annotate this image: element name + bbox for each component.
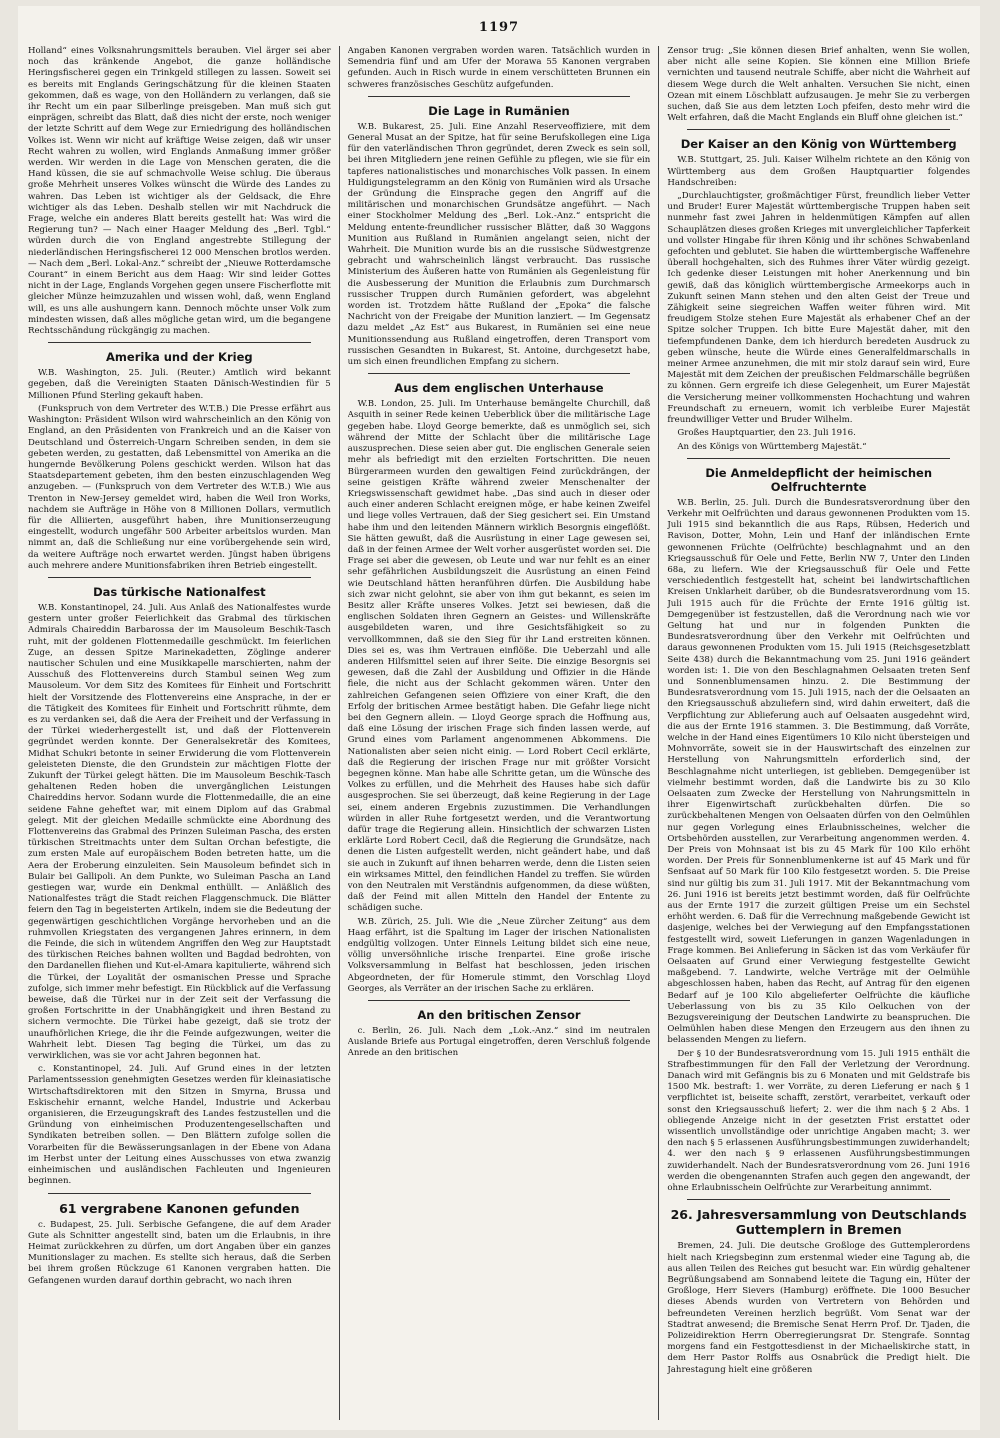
headline-kanonen: 61 vergrabene Kanonen gefunden xyxy=(59,1200,300,1216)
headline-amerika: Amerika und der Krieg xyxy=(106,350,253,365)
paragraph: c. Konstantinopel, 24. Juli. Auf Grund eines in der letzten Parlamentssession genehmigten Gesetzes werden für kleinasiatische Wirtschaftsdirektoren mit den Sitzen in Smyrna, Brussa und Eskischehir ernannt, welche Handel, Industrie und Ackerbau organisieren, die Erzeugungskraft des Landes festzustellen und die Gründung von einheimischen Produzentengesellschaften und Syndikaten betreiben sollen. — Den Blättern zufolge sollen die Vorarbeiten für die Bewässerungsanlagen in der Ebene von Adana im Herbst unter der Leitung eines Ausschusses von etwa zwanzig einheimischen und ausländischen Fachleuten und Ingenieuren beginnen. xyxy=(28,1064,331,1187)
divider xyxy=(687,1199,950,1200)
paragraph: Großes Hauptquartier, den 23. Juli 1916. xyxy=(677,428,856,439)
paragraph: W.B. London, 25. Juli. Im Unterhause bemängelte Churchill, daß Asquith in seiner Rede keinen Ueberblick über die militärische Lage gegeben habe. Lloyd George bemerkte, daß es unmöglich sei, sich während der Mitte der Schlacht über die militärische Lage auszusprechen. Diese seien aber gut. Die englischen Generale seien mehr als befriedigt mit den erzielten Fortschritten. Die neuen Bürgerarmeen wurden den gewaltigen Feind zurückdrängen, der seine geistigen Kräfte während zweier Menschenalter der Kriegswissenschaft gewidmet habe. „Das sind auch in dieser oder auch einer anderen Schlacht ereignen möge, er habe keinen Zweifel und liege volles Vertrauen, daß der Sieg gesichert sei. Ein Umstand habe ihm und den leitenden Männern wirklich Besorgnis eingeflößt. Sie hätten gewußt, daß die Ausrüstung in einer Lage gewesen sei, daß in der feinen Armee der Welt vorher ausgerüstet worden sei. Die Frage sei aber die gewesen, ob Leute und war nur fehlt es an einer sehr gefährlichen Ausbildungszeit die Ausrüstung an einen Feind wie Deutschland hätten heranführen dürfen. Die Ausbildung habe sich zwar nicht gelohnt, sie aber von ihm gut bekannt, es seien im Besitz aller Kräfte unseres Volkes. Jetzt sei bewiesen, daß die englischen Soldaten ihren Gegnern an Geistes- und Willenskräfte ausgebildeten waren, und ihre Gesichtsfähigkeit so zu vervollkommnen, daß sie den Sieg für ihr Land erstreiten können. Dies sei es, was ihm Vertrauen einflöße. Die Ueberzahl und alle anderen Hilfsmittel seien auf ihrer Seite. Die einzige Besorgnis sei gewesen, daß die Zahl der Ausbildung und Offizier in die Hände fiele, die nicht aus der Schlacht gekommen wären. Unter den zahlreichen Gefangenen seien Offiziere von einer Kraft, die den Erfolg der britischen Armee bestätigt haben. Die Gefahr liege nicht bei den Gegnern allein. — Lloyd George sprach die Hoffnung aus, daß eine Lösung der irischen Frage sich finden lassen werde, auf Grund eines vom Parlament angenommenen Abkommens. Die Nationalisten aber seien nicht einig. — Lord Robert Cecil erklärte, daß die Regierung der irischen Frage nur mit größter Vorsicht begegnen könne. Man habe alle Schritte getan, um die Wünsche des Volkes zu erfüllen, und die Mehrheit des Hauses habe sich dafür ausgesprochen. Sie sei überzeugt, daß keine Regierung in der Lage sei, einem anderen Ergebnis zuzustimmen. Die Verhandlungen würden in aller Ruhe fortgesetzt werden, und die Verantwortung dafür trage die Regierung allein. Hinsichtlich der schwarzen Listen erklärte Lord Robert Cecil, daß die Regierung die Grundsätze, nach denen die Listen aufgestellt werden, nicht geändert habe, und daß sie auch in Zukunft auf ihnen beharren werde, denn die Listen seien ein wirksames Mittel, den feindlichen Handel zu treffen. Sie würden von den Neutralen mit Verständnis aufgenommen, da diese wüßten, daß der Feind mit allen Mitteln den Handel der Entente zu schädigen suche. xyxy=(347,399,651,914)
paragraph: (Funkspruch von dem Vertreter des W.T.B.) Die Presse erfährt aus Washington: Präsident Wilson wird wahrscheinlich an den König von England, an den Präsidenten von Frankreich und an die Kaiser von Deutschland und Österreich-Ungarn Schreiben senden, in dem sie gebeten werden, zu gestatten, daß Lebensmittel von Amerika an die hungernde Bevölkerung Polens geschickt werden. Wilson hat das Staatsdepartement gebeten, ihm den besten einzuschlagenden Weg anzugeben. — (Funkspruch von dem Vertreter des W.T.B.) Wie aus Trenton in New-Jersey gemeldet wird, haben die Weil Iron Works, nachdem sie Aufträge in Höhe von 8 Millionen Dollars, vermutlich für die Alliierten, ausgeführt haben, ihre Munitionserzeugung eingestellt, wodurch ungefähr 500 Arbeiter arbeitslos wurden. Man nimmt an, daß die Schließung nur eine vorübergehende sein wird, da weitere Aufträge noch erwartet werden. Jüngst haben übrigens auch mehrere andere Munitionsfabriken ihren Betrieb eingestellt. xyxy=(28,403,331,571)
column-3 xyxy=(667,46,970,1420)
paragraph: W.B. Stuttgart, 25. Juli. Kaiser Wilhelm richtete an den König von Württemberg aus dem Großen Hauptquartier folgendes Handschreiben: xyxy=(667,155,971,188)
newspaper-page xyxy=(18,6,980,1430)
column-2 xyxy=(348,46,651,1420)
divider xyxy=(368,373,631,374)
divider xyxy=(368,1000,631,1001)
headline-rumaenien: Die Lage in Rumänien xyxy=(428,103,570,118)
divider xyxy=(368,96,631,97)
article-continuation: Zensor trug: „Sie können diesen Brief anhalten, wenn Sie wollen, aber nicht alle seine Kopien. Sie können eine Million Briefe vernichten und tausend neutrale Schiffe, aber nicht die Wahrheit auf diesem Wege durch die Welt anhalten. Versuchen Sie nicht, einen Ozean mit einem Löschblatt aufzusaugen. Je mehr Sie zu verbergen suchen, daß Sie aus dem letzten Loch pfeifen, desto mehr wird die Welt erfahren, daß die Macht Englands ein Bluff ohne gleichen ist.“ xyxy=(667,46,971,124)
column-1 xyxy=(28,46,331,1420)
headline-tuerkisches-nationalfest: Das türkische Nationalfest xyxy=(93,584,266,599)
paragraph: Der § 10 der Bundesratsverordnung vom 15. Juli 1915 enthält die Strafbestimmungen für den Fall der Verletzung der Verordnung. Danach wird mit Gefängnis bis zu 6 Monaten und mit Geldstrafe bis 1500 Mk. bestraft: 1. wer Vorräte, zu deren Lieferung er nach § 1 verpflichtet ist, beiseite schafft, zerstört, verarbeitet, verkauft oder sonst den Kriegsausschuß liefert; 2. wer die ihm nach § 2 Abs. 1 obliegende Anzeige nicht in der gesetzten Frist erstattet oder wissentlich unvollständige oder unrichtige Angaben macht; 3. wer den nach § 5 erlassenen Ausführungsbestimmungen zuwiderhandelt; 4. wer den nach § 9 erlassenen Ausführungsbestimmungen zuwiderhandelt. Nach der Bundesratsverordnung vom 26. Juni 1916 werden die obengenannten Strafen auch gegen den angewandt, der ohne Erlaubnisschein Oelfrüchte zur Verarbeitung annimmt. xyxy=(667,1048,971,1194)
page-number: 1197 xyxy=(478,20,520,35)
paragraph: An des Königs von Württemberg Majestät.“ xyxy=(677,441,867,452)
paragraph: W.B. Washington, 25. Juli. (Reuter.) Amtlich wird bekannt gegeben, daß die Vereinigten Staaten Dänisch-Westindien für 5 Millionen Pfund Sterling gekauft haben. xyxy=(28,368,331,401)
columns xyxy=(28,46,970,1420)
paragraph: „Durchlauchtigster, großmächtiger Fürst, freundlich lieber Vetter und Bruder! Eurer Majestät württembergische Truppen haben seit nunmehr fast zwei Jahren in heldenmütigen Kämpfen auf allen Schauplätzen dieses großen Krieges mit unvergleichlicher Tapferkeit und vollster Hingabe für ihren König und ihr schönes Schwabenland gefochten und geblutet. Sie haben die württembergische Waffenehre überall hochgehalten, sich des Ruhmes ihrer Väter würdig gezeigt. Ich gedenke dieser Leistungen mit hoher Anerkennung und bin gewiß, daß das königlich württembergische Armeekorps auch in Zukunft seinen Mann stehen und den alten Geist der Treue und Zähigkeit seine siegreichen Waffen weiter führen wird. Mit freudigem Stolze stehen Eure Majestät als erhabener Chef an der Spitze solcher Truppen. Ich bitte Eure Majestät daher, mit den tiefempfundenen Danke, dem ich hierdurch beredeten Ausdruck zu geben wünsche, heute die Würde eines Generalfeldmarschalls in meiner Armee anzunehmen, die mit mir stolz darauf sein wird, Eure Majestät mit dem Zeichen der preußischen Feldmarschälle begrüßen zu können. Gern ergreife ich diese Gelegenheit, um Eurer Majestät die Versicherung meiner vollkommensten Hochachtung und wahren Freundschaft zu erneuern, womit ich verbleibe Eurer Majestät freundwilliger Vetter und Bruder Wilhelm. xyxy=(667,191,971,426)
article-continuation: Angaben Kanonen vergraben worden waren. Tatsächlich wurden in Semendria fünf und am Ufer der Morawa 55 Kanonen vergraben gefunden. Auch in Risch wurde in einem verschütteten Brunnen ein schweres französisches Geschütz aufgefunden. xyxy=(347,46,651,90)
paragraph: W.B. Zürich, 25. Juli. Wie die „Neue Zürcher Zeitung“ aus dem Haag erfährt, ist die Spaltung im Lager der irischen Nationalisten endgültig vollzogen. Unter Einnels Leitung bildet sich eine neue, völlig unversöhnliche irische Irenpartei. Eine große irische Volksversammlung in Belfast hat beschlossen, jeden irischen Abgeordneten, der für Homerule stimmt, den Vorschlag Lloyd Georges, als Verräter an der irischen Sache zu erklären. xyxy=(347,916,651,994)
paragraph: W.B. Berlin, 25. Juli. Durch die Bundesratsverordnung über den Verkehr mit Oelfrüchten und daraus gewonnenen Produkten vom 15. Juli 1915 sind bekanntlich die aus Raps, Rübsen, Hederich und Ravison, Dotter, Mohn, Lein und Hanf der inländischen Ernte gewonnenen Früchte (Oelfrüchte) beschlagnahmt und an den Kriegsausschuß für Oele und Fette, Berlin NW 7, Unter den Linden 68a, zu liefern. Wie der Kriegsausschuß für Oele und Fette verschiedentlich festgestellt hat, scheint bei landwirtschaftlichen Kreisen Unklarheit darüber, ob die Bundesratsverordnung vom 15. Juli 1915 auch für die Früchte der Ernte 1916 gültig ist. Demgegenüber ist festzustellen, daß die Verordnung nach wie vor Geltung hat und nur in folgenden Punkten die Bundesratsverordnung über den Verkehr mit Oelfrüchten und daraus gewonnenen Produkten vom 15. Juli 1915 (Reichsgesetzblatt Seite 438) durch die Bekanntmachung vom 25. Juni 1916 geändert worden ist: 1. Die von den Beschlagnahmen Oelsaaten treten Senf und Sonnenblumensamen hinzu. 2. Die Bestimmung der Bundesratsverordnung vom 15. Juli 1915, nach der die Oelsaaten an den Kriegsausschuß abzuliefern sind, wird dahin erweitert, daß die Verpflichtung zur Ablieferung auch auf Oelsaaten ausgedehnt wird, die aus der Ernte 1916 stammen. 3. Die Bestimmung, daß Vorräte, welche in der Hand eines Eigentümers 10 Kilo nicht übersteigen und Mohnvorräte, soweit sie in der Hauswirtschaft des einzelnen zur Herstellung von Nahrungsmitteln erforderlich sind, der Beschlagnahme nicht unterliegen, ist geblieben. Demgegenüber ist vielmehr bestimmt worden, daß die Landwirte bis zu 30 Kilo Oelsaaten zum Zwecke der Herstellung von Nahrungsmitteln in ihrer Eigenwirtschaft zurückbehalten dürfen. Die so zurückbehaltenen Mengen von Oelsaaten dürfen von den Oelmühlen nur gegen Vorlegung eines Erlaubnisscheines, welcher die Ortsbehörden ausstellen, zur Verarbeitung angenommen werden. 4. Der Preis von Mohnsaat ist bis zu 45 Mark für 100 Kilo erhöht worden. Der Preis für Sonnenblumenkerne ist auf 45 Mark und für Senfsaat auf 50 Mark für 100 Kilo festgesetzt worden. 5. Die Preise sind nur gültig bis zum 31. Juli 1917. Mit der Bekanntmachung vom 26. Juni 1916 ist bereits jetzt bestimmt worden, daß für Oelfrüchte aus der Ernte 1917 die zurzeit gültigen Preise um ein Sechstel erhöht werden. 6. Daß für die Verrechnung maßgebende Gewicht ist dasjenige, welches bei der Verwiegung auf den Empfangsstationen festgestellt wird, soweit Lieferungen in ganzen Wagenladungen in Frage kommen. Bei Anlieferung in Säcken ist das vom Verkäufer für Oelsaaten auf Grund einer Verwiegung festgestellte Gewicht maßgebend. 7. Landwirte, welche Verträge mit der Oelmühle abgeschlossen haben, haben das Recht, auf Antrag für den eigenen Bedarf auf je 100 Kilo abgelieferter Oelfrüchte die käufliche Ueberlassung von bis zu 35 Kilo Oelkuchen von der Bezugsvereinigung der Deutschen Landwirte zu beanspruchen. Die Oelmühlen haben diese Mengen den Erzeugern aus den ihnen zu belassenden Mengen zu liefern. xyxy=(667,497,971,1046)
headline-oelfruchternte: Die Anmeldepflicht der heimischen Oelfruchternte xyxy=(705,465,933,494)
divider xyxy=(48,577,311,578)
headline-kaiser: Der Kaiser an den König von Württemberg xyxy=(680,137,957,152)
paragraph: W.B. Konstantinopel, 24. Juli. Aus Anlaß des Nationalfestes wurde gestern unter großer Feierlichkeit das Grabmal des türkischen Admirals Chaireddin Barbarossa der im Mausoleum Beschik-Tasch ruht, mit der goldenen Flottenmedaille geschmückt. Im feierlichen Zuge, an dessen Spitze Marinekadetten, Zöglinge anderer nautischer Schulen und eine Musikkapelle marschierten, nahm der Ausschuß des Flottenvereins durch Stambul seinen Weg zum Mausoleum. Vor dem Sitz des Komitees für Einheit und Fortschritt hielt der Vorsitzende des Flottenvereins eine Ansprache, in der er die Tätigkeit des Komitees für Einheit und Fortschritt rühmte, dem es zu verdanken sei, daß die Aera der Freiheit und der Verfassung in der Türkei wiederhergestellt ist, und daß der Flottenverein gegründet werden konnte. Der Generalsekretär des Komitees, Midhat Schukri betonte in seiner Erwiderung die vom Flottenverein geleisteten Dienste, die den Grundstein zur mächtigen Flotte der Zukunft der Türkei gelegt hätten. Die im Mausoleum Beschik-Tasch gehaltenen Reden hoben die unvergänglichen Leistungen Chaireddins hervor. Sodann wurde die Flottenmedaille, die an eine seidene Fahne geheftet war, mit einem Diplom auf das Grabmal gelegt. Mit der gleichen Medaille schmückte eine Abordnung des Flottenvereins das Grabmal des Prinzen Suleiman Pascha, des ersten türkischen Streitmachts unter dem Sultan Orchan befestigte, die zum ersten Male auf europäischem Boden betreten hatte, um die Aera der Eroberung einzuleiten. Sein Mausoleum befindet sich in Bulair bei Gallipoli. An dem Punkte, wo Suleiman Pascha an Land gestiegen war, wurde ein Denkmal enthüllt. — Anläßlich des Nationalfestes trägt die Stadt reichen Flaggenschmuck. Die Blätter feiern den Tag in begeisterten Artikeln, indem sie die Bedeutung der gegenwärtigen geschichtlichen Vorgänge hervorheben und an die ruhmvollen Kriegstaten des vergangenen Jahres erinnern, in dem die Feinde, die sich in wütendem Angriffen den Weg zur Hauptstadt des türkischen Reiches bahnen wollten und Bagdad bedrohten, von den Dardanellen fliehen und Kut-el-Amara kapitulierte, während sich die Türkei, der Loyalität der osmanischen Presse und Sprache zufolge, sich immer mehr befestigt. Ein Rückblick auf die Verfassung beweise, daß die Türkei nur in der Zeit seit der Verfassung die großen Fortschritte in der Unabhängigkeit und ihren Bestand zu sichern vermochte. Die Türkei habe gezeigt, daß sie trotz der unaufhörlichen Kriege, die ihr die Feinde aufgezwungen, weiter die Wahrheit lebt. Diesen Tag beging die Türkei, um das zu verwirklichen, was sie vor acht Jahren begonnen hat. xyxy=(28,602,331,1062)
paragraph: c. Berlin, 26. Juli. Nach dem „Lok.-Anz.“ sind im neutralen Auslande Briefe aus Portugal eingetroffen, deren Verschluß folgende Anrede an den britischen xyxy=(347,1026,651,1059)
divider xyxy=(48,342,311,343)
paragraph: W.B. Bukarest, 25. Juli. Eine Anzahl Reserveoffiziere, mit dem General Musat an der Spitze, hat für seine Berufskollegen eine Liga für den vaterländischen Thron gegründet, deren Zweck es sein soll, bei ihren Mitgliedern jene reinen Gefühle zu pflegen, wie sie für ein tapferes nationalistisches und monarchisches Volk passen. In einem Huldigungstelegramm an den König von Rumänien wird als Ursache der Gründung die Einsprache gegen den Angriff auf die militärischen und monarchischen Grundsätze angeführt. — Nach einer Stockholmer Meldung des „Berl. Lok.-Anz.“ entspricht die Meldung entente-freundlicher russischer Blätter, daß 30 Waggons Munition aus Rußland in Rumänien angelangt seien, nicht der Wahrheit. Die Munition wurde bis an die russische Südwestgrenze gebracht und wahrscheinlich längst verbraucht. Das russische Ministerium des Äußeren hatte von Rumänien als Gegenleistung für die Ausbesserung der Munition die Erlaubnis zum Durchmarsch russischer Truppen durch Rumänien gefordert, was abgelehnt worden ist. Trotzdem hätte Rußland der „Epoka“ die falsche Nachricht von der Freigabe der Munition lanziert. — Im Gegensatz dazu meldet „Az Est“ aus Bukarest, in Rumänien sei eine neue Munitionssendung aus Rußland eingetroffen, deren Transport vom russischen Gesandten in Bukarest, St. Antoine, durchgesetzt habe, um sich einen freundlichen Empfang zu sichern. xyxy=(347,121,651,368)
headline-guttempler: 26. Jahresversammlung von Deutschlands Guttemplern in Bremen xyxy=(670,1207,967,1238)
divider xyxy=(48,1193,311,1194)
divider xyxy=(687,458,950,459)
column-rule xyxy=(658,46,659,1420)
paragraph: c. Budapest, 25. Juli. Serbische Gefangene, die auf dem Arader Gute als Schnitter angestellt sind, baten um die Erlaubnis, in ihre Heimat zurückkehren zu dürfen, um dort Angaben über ein ganzes Munitionslager zu machen. Es stellte sich heraus, daß die Serben bei ihrem großen Rückzuge 61 Kanonen vergraben hatten. Die Gefangenen wurden darauf dorthin gebracht, wo nach ihren xyxy=(28,1219,331,1286)
paragraph: Bremen, 24. Juli. Die deutsche Großloge des Guttemplerordens hielt nach Kriegsbeginn zum erstenmal wieder eine Tagung ab, die aus allen Teilen des Reiches gut besucht war. Ein würdig gehaltener Begrüßungsabend am Sonnabend leitete die Tagung ein, Hüter der Großloge, Herr Sievers (Hamburg) eröffnete. Die 1000 Besucher dieses Abends wurden von Vertretern von Behörden und befreundeten Vereinen herzlich begrüßt. Vom Senat war der Stadtrat anwesend; die Bremische Senat Herrn Prof. Dr. Tjaden, die Polizeidirektion Herrn Oberregierungsrat Dr. Stengrafe. Sonntag morgens fand ein Festgottesdienst in der Michaeliskirche statt, in dem Herr Pastor Rolffs aus Osnabrück die Predigt hielt. Die Jahrestagung hielt eine größeren xyxy=(667,1241,971,1375)
article-continuation: Holland“ eines Volksnahrungsmittels berauben. Viel ärger sei aber noch das kränkende Angebot, die ganze holländische Heringsfischerei gegen ein Trinkgeld stillegen zu lassen. Soweit sei es bereits mit Englands Geringschätzung für die kleinen Staaten gekommen, daß es wage, von den Holländern zu verlangen, daß sie ihr Recht um ein paar Silberlinge preisgeben. Man muß sich gut einprägen, schreibt das Blatt, daß dies nicht der erste, noch weniger der letzte Schritt auf dem Wege zur Erniedrigung des holländischen Volkes ist. Wenn wir nicht auf kräftige Weise zeigen, daß wir unser Recht wahren zu wollen, wird Englands Anmaßung immer größer werden. Wir werden in die Lage von Menschen geraten, die die Hand küssen, die sie auf schmachvolle Weise schlug. Die überaus große Mehrheit unseres Volkes wünscht die Würde des Landes zu wahren. Das Leben ist wichtiger als der Geldsack, die Ehre wichtiger als das Leben. Deshalb stellen wir mit Nachdruck die Frage, welche ein anderes Blatt bereits gestellt hat: Was wird die Regierung tun? — Nach einer Haager Meldung des „Berl. Tgbl.“ würden durch die von England angestrebte Stillegung der niederländischen Heringsfischerei 12 000 Menschen brotlos werden. — Nach dem „Berl. Lokal-Anz.“ schreibt der „Nieuwe Rotterdamsche Courant“ in einem Bericht aus dem Haag: Wir sind leider Gottes nicht in der Lage, Englands Vorgehen gegen unsere Fischerflotte mit gleicher Münze heimzuzahlen und wissen wohl, daß, wenn England will, es uns alle aushungern kann. Dennoch möchte unser Volk zum mindesten wissen, daß alles mögliche getan wird, um die begangene Rechtsschändung rückgängig zu machen. xyxy=(28,46,331,337)
column-rule xyxy=(339,46,340,1420)
headline-zensor: An den britischen Zensor xyxy=(417,1008,581,1023)
divider xyxy=(687,129,950,130)
headline-unterhaus: Aus dem englischen Unterhause xyxy=(394,381,604,396)
